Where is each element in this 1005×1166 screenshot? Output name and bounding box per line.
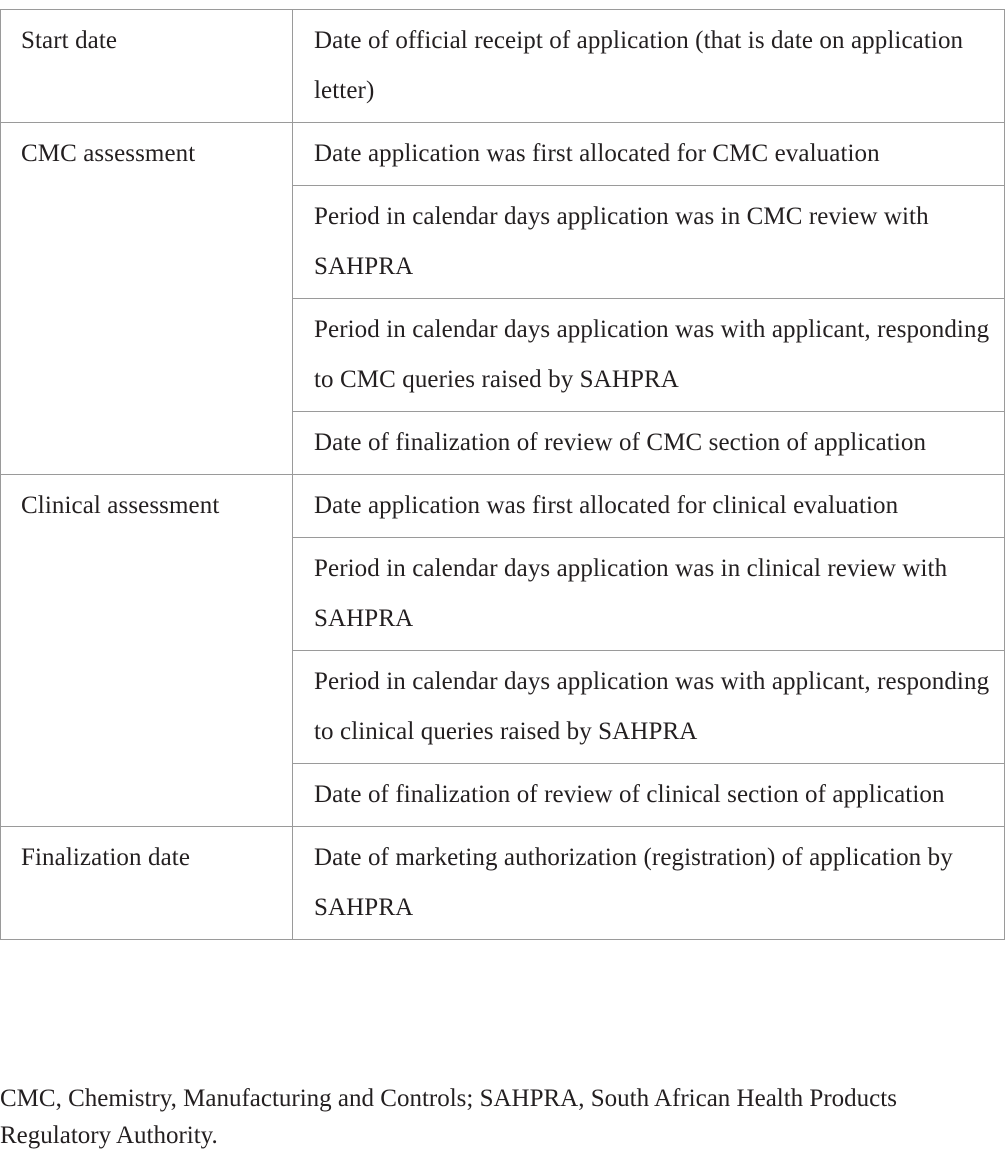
stage-cell: Clinical assessment <box>1 475 293 827</box>
table-row <box>1 123 1005 186</box>
stage-cell: Finalization date <box>1 827 293 940</box>
detail-cell: Period in calendar days application was with applicant, responding to CMC queries raised by SAHPRA <box>293 299 1005 412</box>
detail-cell: Date of finalization of review of CMC section of application <box>293 412 1005 475</box>
table-row <box>1 10 1005 123</box>
detail-cell: Date application was first allocated for CMC evaluation <box>293 123 1005 186</box>
detail-cell: Period in calendar days application was in CMC review with SAHPRA <box>293 186 1005 299</box>
milestone-table-body <box>1 10 1005 940</box>
detail-cell: Date of marketing authorization (registration) of application by SAHPRA <box>293 827 1005 940</box>
detail-cell: Period in calendar days application was with applicant, responding to clinical queries raised by SAHPRA <box>293 651 1005 764</box>
detail-cell: Date application was first allocated for clinical evaluation <box>293 475 1005 538</box>
table-row <box>1 475 1005 538</box>
table-row <box>1 827 1005 940</box>
stage-cell: Start date <box>1 10 293 123</box>
detail-cell: Date of finalization of review of clinical section of application <box>293 764 1005 827</box>
table-footnote: CMC, Chemistry, Manufacturing and Controls; SAHPRA, South African Health Products Regulatory Authority. <box>0 1085 897 1149</box>
milestone-table <box>0 9 1005 940</box>
detail-cell: Period in calendar days application was in clinical review with SAHPRA <box>293 538 1005 651</box>
stage-cell: CMC assessment <box>1 123 293 475</box>
detail-cell: Date of official receipt of application (that is date on application letter) <box>293 10 1005 123</box>
